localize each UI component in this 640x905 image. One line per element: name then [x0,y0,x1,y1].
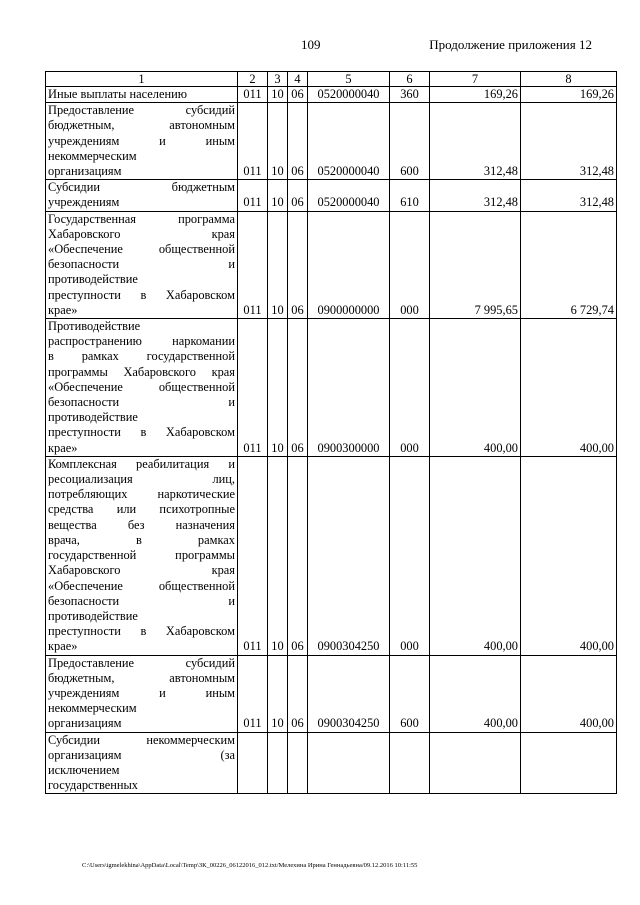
code-section: 10 [268,456,288,655]
column-header: 1 [46,72,238,87]
code-expense-type: 360 [390,87,430,103]
code-section: 10 [268,655,288,732]
code-section: 10 [268,211,288,318]
code-expense-type: 600 [390,655,430,732]
code-subsection: 06 [288,456,308,655]
amount-2018: 6 729,74 [521,211,617,318]
code-subsection: 06 [288,211,308,318]
code-subsection: 06 [288,180,308,211]
footer-file-path: C:\Users\igmelekhina\AppData\Local\Temp\ЗК_00226_06122016_012.txt/Мелехина Ирина Геннадьевна/09.12.2016 10:11:55 [82,862,418,869]
code-admin: 011 [238,319,268,457]
code-admin: 011 [238,655,268,732]
description-line: потребляющих наркотические [48,487,235,502]
column-header: 7 [430,72,521,87]
description-line: ресоциализация лиц, [48,472,235,487]
description-line: средства или психотропные [48,502,235,517]
code-admin: 011 [238,180,268,211]
table-row [46,103,617,180]
description-line: Субсидии некоммерческим [48,732,235,747]
amount-2018: 312,48 [521,180,617,211]
description-line: вещества без назначения [48,517,235,532]
table-row [46,655,617,732]
description-line: «Обеспечение общественной [48,379,235,394]
row-description [46,655,238,732]
amount-2017: 400,00 [430,456,521,655]
description-line: Противодействие [48,319,141,334]
table-row [46,180,617,211]
description-line: Хабаровского края [48,563,235,578]
description-line: противодействие [48,410,138,425]
description-line: крае» [48,639,78,654]
description-line: некоммерческим [48,148,137,163]
row-description [46,732,238,794]
amount-2017: 400,00 [430,319,521,457]
amount-2017 [430,732,521,794]
column-header: 5 [308,72,390,87]
amount-2018 [521,732,617,794]
code-target [308,732,390,794]
description-line: организациям [48,716,122,731]
description-line: противодействие [48,608,138,623]
row-description [46,319,238,457]
column-header: 4 [288,72,308,87]
description-line: безопасности и [48,395,235,410]
table-body [46,72,617,794]
code-target: 0520000040 [308,103,390,180]
amount-2017: 169,26 [430,87,521,103]
amount-2018: 400,00 [521,319,617,457]
description-line: Предоставление субсидий [48,103,235,118]
row-description [46,211,238,318]
description-line: организациям (за [48,747,235,762]
amount-2017: 312,48 [430,103,521,180]
description-line: Предоставление субсидий [48,655,235,670]
code-admin: 011 [238,456,268,655]
table-header-row [46,72,617,87]
row-description [46,87,238,103]
description-line: учреждениям [48,195,120,210]
code-section: 10 [268,87,288,103]
code-subsection: 06 [288,103,308,180]
description-line: бюджетным, автономным [48,670,235,685]
description-line: преступности в Хабаровском [48,425,235,440]
description-line: преступности в Хабаровском [48,624,235,639]
description-line: врача, в рамках [48,532,235,547]
appendix-title: Продолжение приложения 12 [429,37,592,52]
table-row [46,87,617,103]
table-row [46,456,617,655]
description-line: некоммерческим [48,701,137,716]
column-header: 2 [238,72,268,87]
amount-2018: 169,26 [521,87,617,103]
description-line: Хабаровского края [48,226,235,241]
code-subsection: 06 [288,655,308,732]
code-admin: 011 [238,103,268,180]
column-header: 8 [521,72,617,87]
table-row [46,319,617,457]
code-expense-type: 000 [390,456,430,655]
description-line: программы Хабаровского края [48,364,235,379]
description-line: безопасности и [48,257,235,272]
description-line: Государственная программа [48,211,235,226]
code-subsection: 06 [288,319,308,457]
description-line: государственной программы [48,548,235,563]
amount-2018: 400,00 [521,655,617,732]
description-line: безопасности и [48,593,235,608]
row-description [46,456,238,655]
description-line: бюджетным, автономным [48,118,235,133]
description-line: государственных [48,778,139,793]
code-target: 0900304250 [308,456,390,655]
amount-2017: 7 995,65 [430,211,521,318]
row-description [46,103,238,180]
description-line: «Обеспечение общественной [48,242,235,257]
code-admin: 011 [238,211,268,318]
code-section: 10 [268,103,288,180]
code-expense-type: 000 [390,319,430,457]
description-line: учреждениям и иным [48,133,235,148]
code-section: 10 [268,319,288,457]
description-line: учреждениям и иным [48,685,235,700]
code-admin [238,732,268,794]
description-line: преступности в Хабаровском [48,287,235,302]
code-subsection: 06 [288,87,308,103]
amount-2018: 400,00 [521,456,617,655]
description-line: распространению наркомании [48,334,235,349]
code-expense-type: 610 [390,180,430,211]
description-line: крае» [48,302,78,317]
description-line: исключением [48,762,120,777]
description-line: в рамках государственной [48,349,235,364]
column-header: 3 [268,72,288,87]
code-target: 0520000040 [308,87,390,103]
code-section [268,732,288,794]
code-target: 0900300000 [308,319,390,457]
code-target: 0900304250 [308,655,390,732]
description-line: Комплексная реабилитация и [48,456,235,471]
amount-2017: 400,00 [430,655,521,732]
code-target: 0900000000 [308,211,390,318]
code-target: 0520000040 [308,180,390,211]
table-row [46,211,617,318]
amount-2018: 312,48 [521,103,617,180]
code-section: 10 [268,180,288,211]
code-admin: 011 [238,87,268,103]
description-line: противодействие [48,272,138,287]
description-line: крае» [48,440,78,455]
code-expense-type [390,732,430,794]
description-line: «Обеспечение общественной [48,578,235,593]
code-expense-type: 000 [390,211,430,318]
table-row [46,732,617,794]
column-header: 6 [390,72,430,87]
budget-table [45,71,617,794]
page-number: 109 [301,37,321,52]
row-description [46,180,238,211]
description-line: Субсидии бюджетным [48,180,235,195]
amount-2017: 312,48 [430,180,521,211]
description-line: Иные выплаты населению [48,87,187,101]
description-line: организациям [48,164,122,179]
code-subsection [288,732,308,794]
code-expense-type: 600 [390,103,430,180]
